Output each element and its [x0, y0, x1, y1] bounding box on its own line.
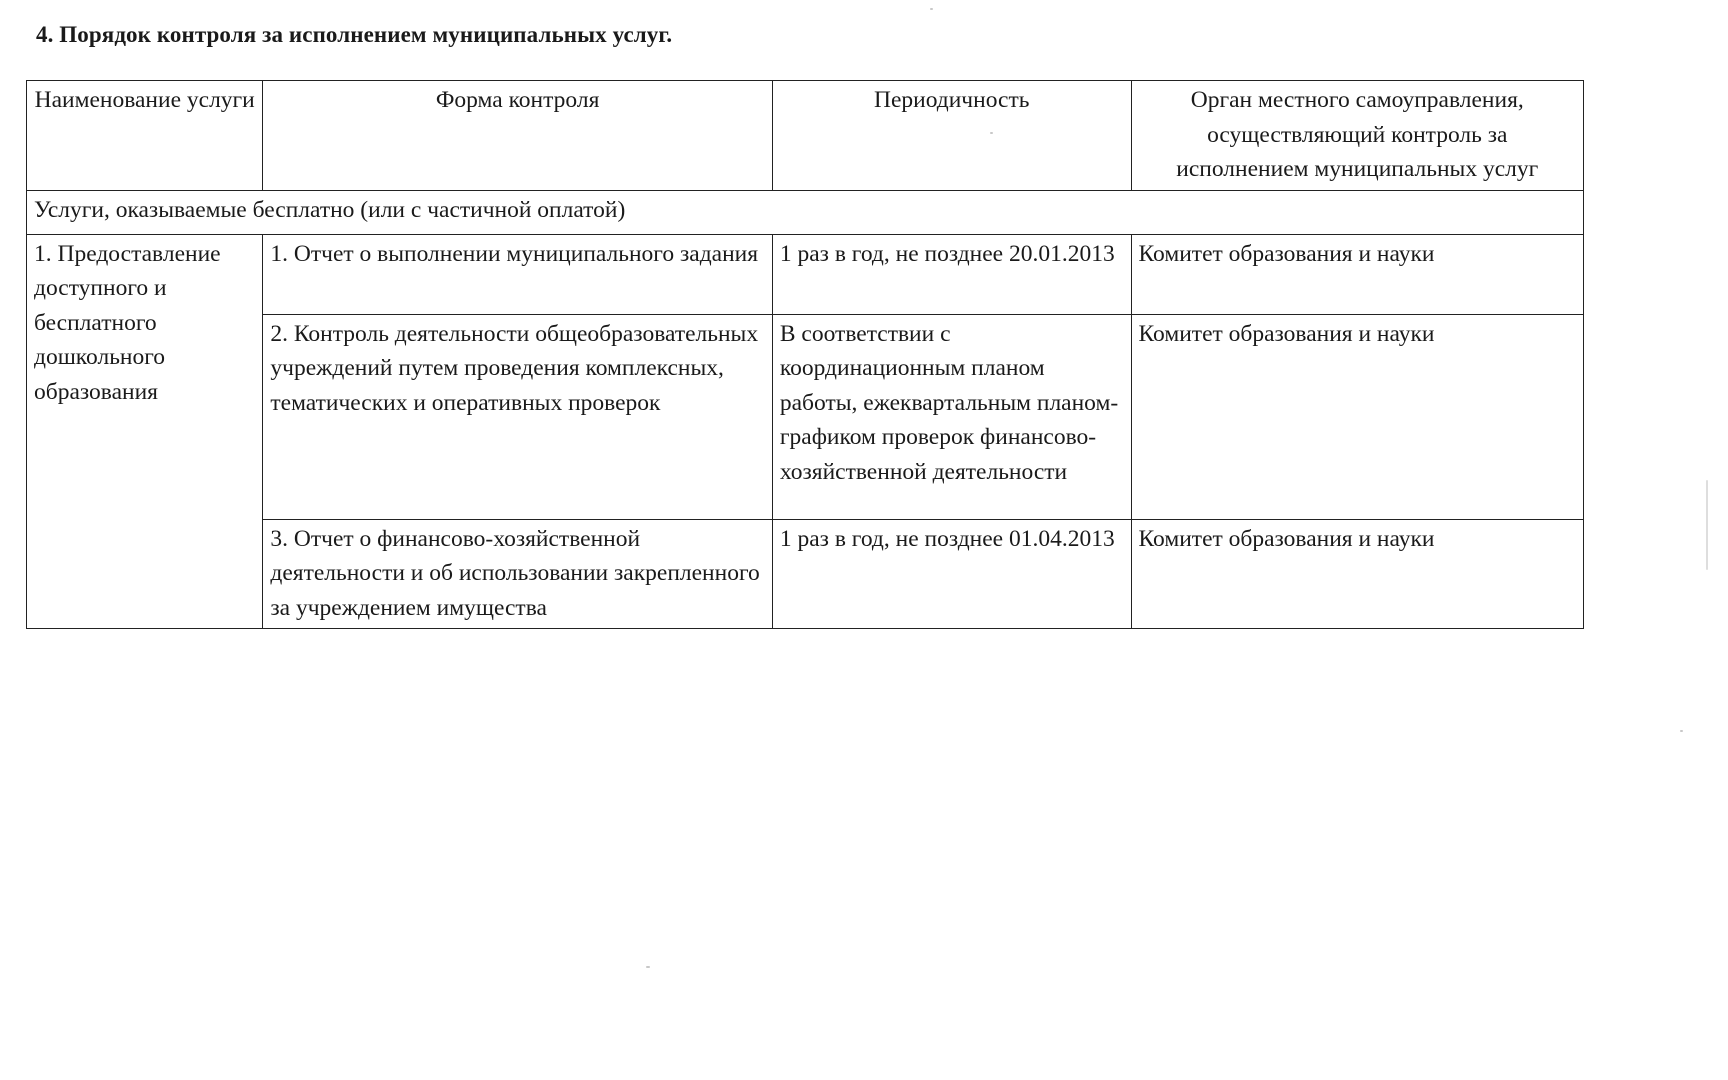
authority-cell: Комитет образования и науки — [1131, 234, 1583, 314]
scan-artifact — [1680, 730, 1683, 732]
authority-cell: Комитет образования и науки — [1131, 519, 1583, 629]
scan-artifact — [646, 966, 650, 968]
header-service-name: Наименование услуги — [27, 81, 263, 191]
authority-cell: Комитет образования и науки — [1131, 314, 1583, 519]
scan-artifact — [1706, 480, 1708, 570]
control-form-cell: 3. Отчет о финансово-хозяйственной деятельности и об использовании закрепленного за учреждением имущества — [263, 519, 772, 629]
periodicity-cell: 1 раз в год, не позднее 20.01.2013 — [772, 234, 1131, 314]
table-row — [27, 234, 1584, 314]
scan-artifact — [930, 8, 933, 10]
service-name-cell: 1. Предоставление доступного и бесплатного дошкольного образования — [27, 234, 263, 629]
control-form-cell: 1. Отчет о выполнении муниципального задания — [263, 234, 772, 314]
section-heading: 4. Порядок контроля за исполнением муниципальных услуг. — [36, 22, 673, 47]
header-authority: Орган местного самоуправления, осуществляющий контроль за исполнением муниципальных услуг — [1131, 81, 1583, 191]
scan-artifact — [990, 132, 993, 134]
section-row — [27, 190, 1584, 234]
periodicity-cell: В соответствии с координационным планом работы, ежеквартальным планом-графиком проверок финансово-хозяйственной деятельности — [772, 314, 1131, 519]
section-label: Услуги, оказываемые бесплатно (или с частичной оплатой) — [27, 190, 1584, 234]
control-table — [26, 80, 1584, 629]
control-form-cell: 2. Контроль деятельности общеобразовательных учреждений путем проведения комплексных, тематических и оперативных проверок — [263, 314, 772, 519]
table-header-row — [27, 81, 1584, 191]
header-control-form: Форма контроля — [263, 81, 772, 191]
header-periodicity: Периодичность — [772, 81, 1131, 191]
periodicity-cell: 1 раз в год, не позднее 01.04.2013 — [772, 519, 1131, 629]
